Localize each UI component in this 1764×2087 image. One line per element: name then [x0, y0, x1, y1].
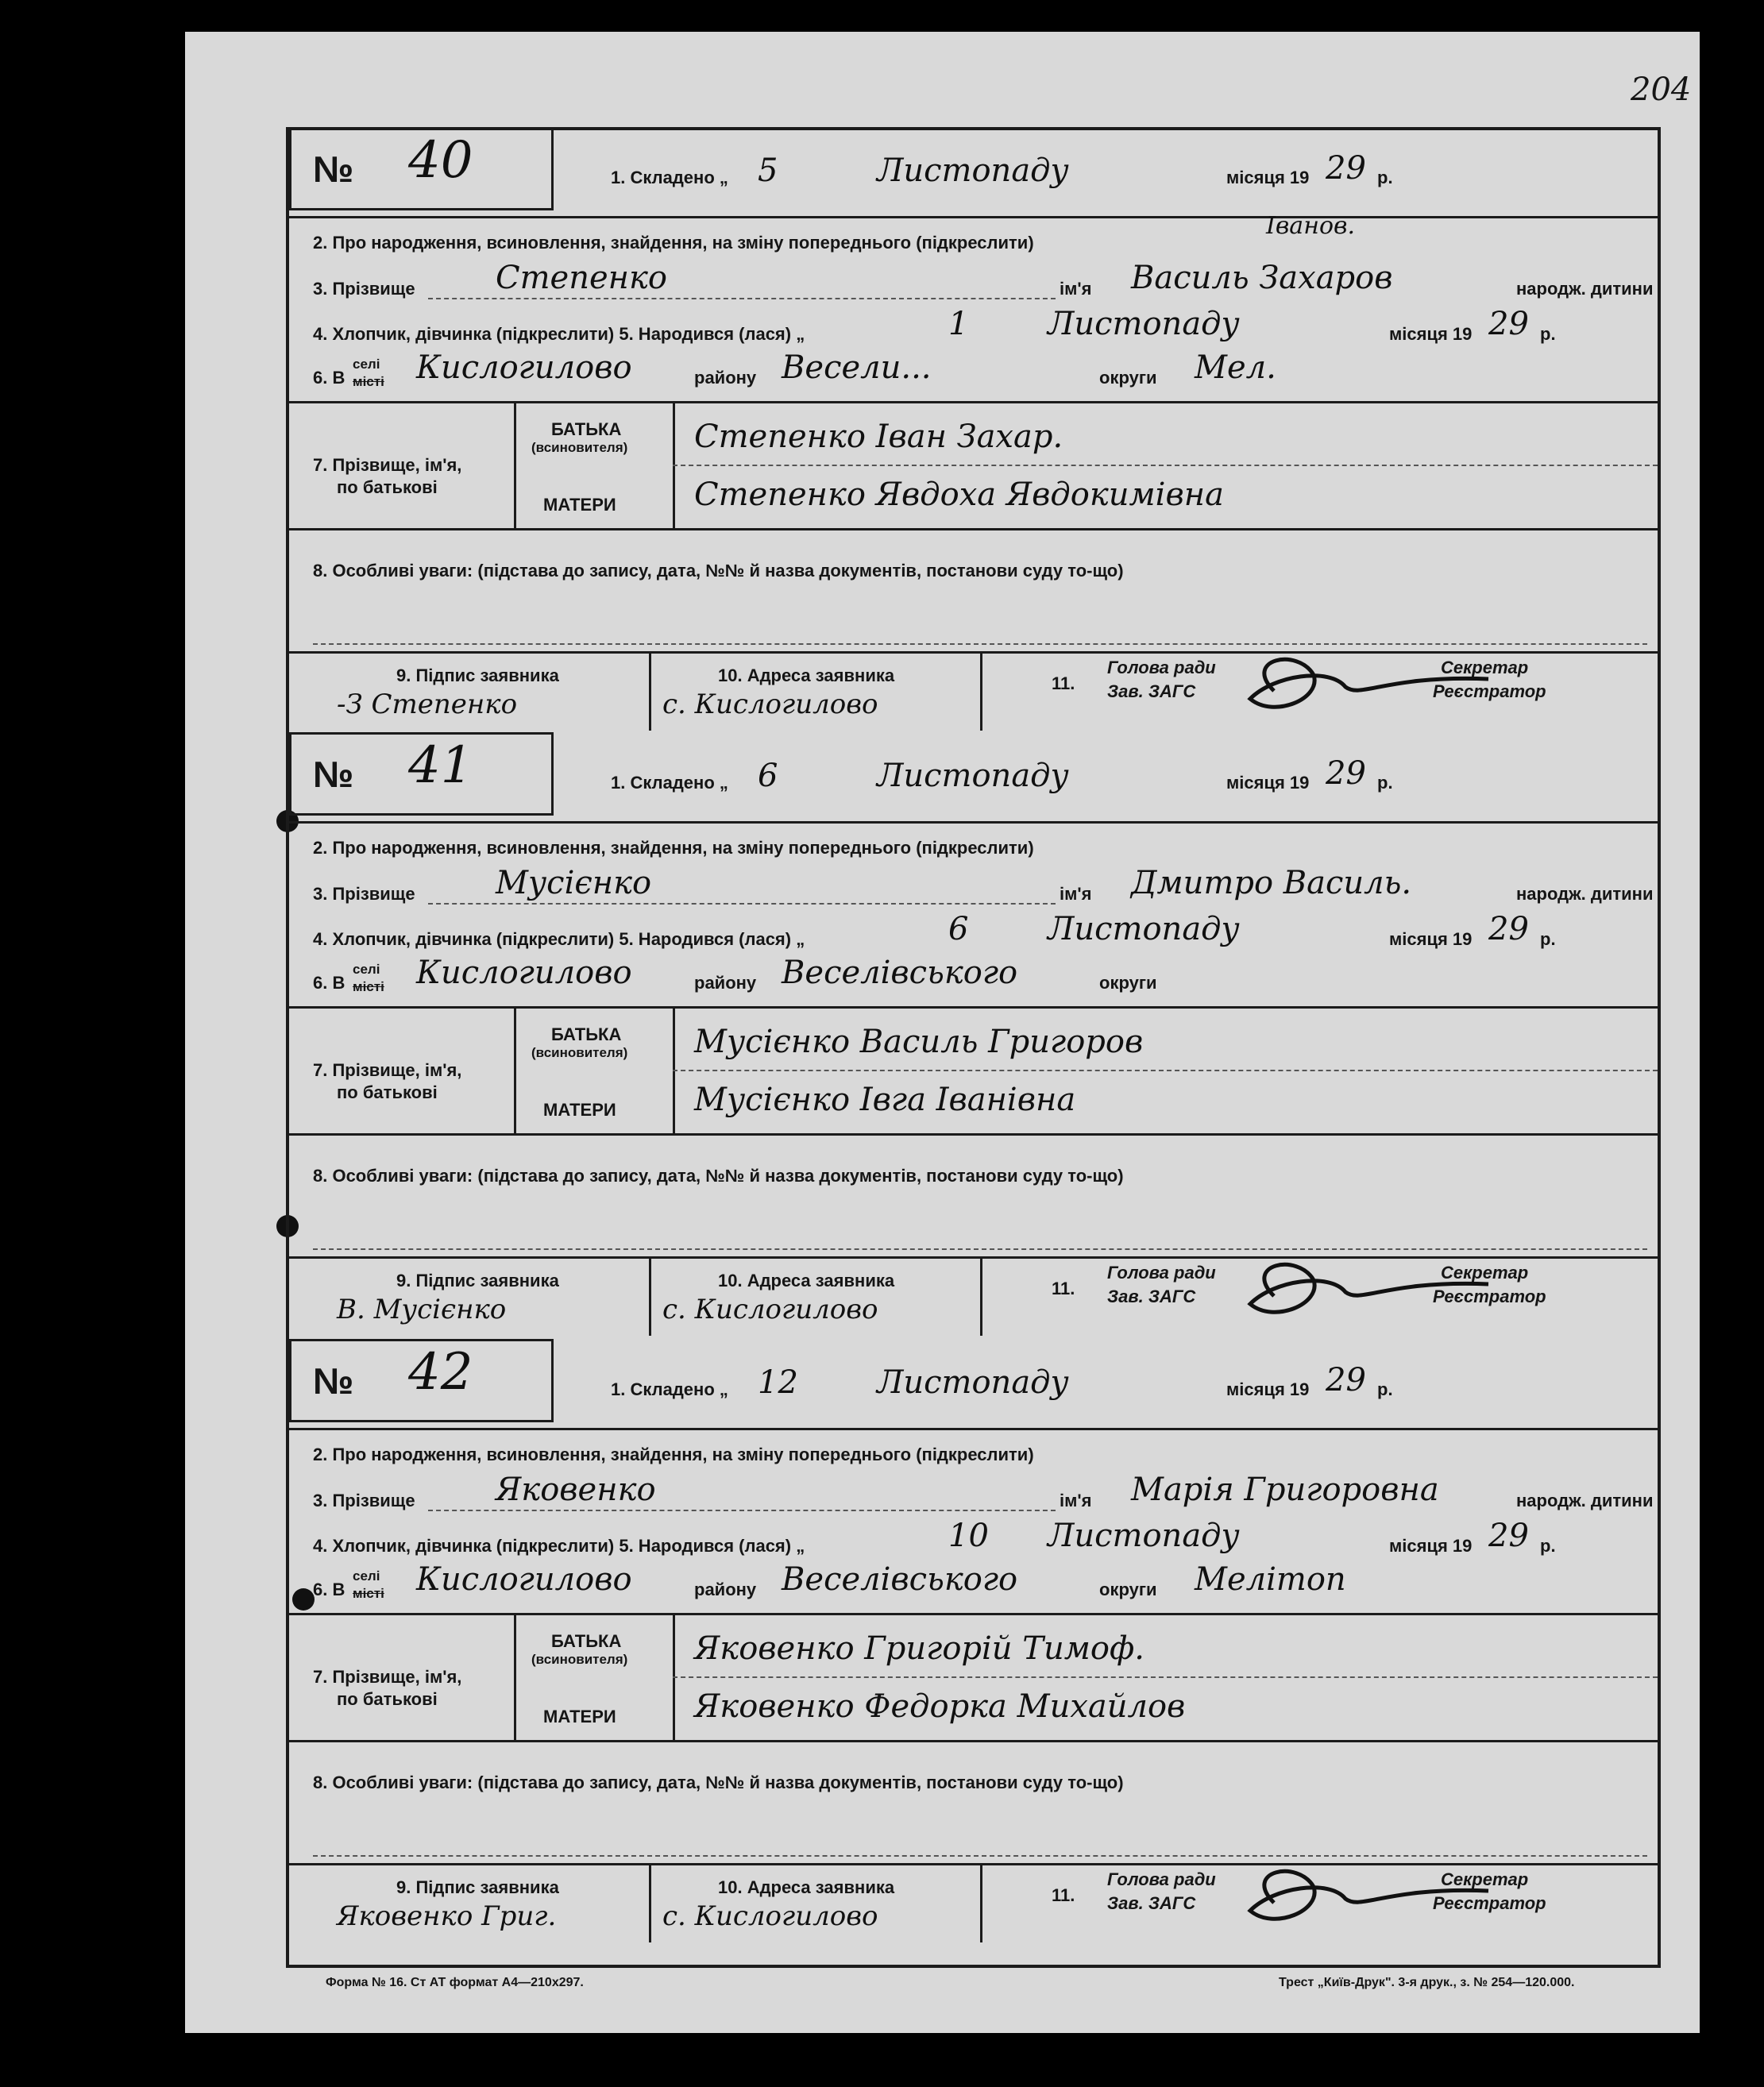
child-surname: Яковенко: [496, 1472, 656, 1508]
district-label: району: [694, 973, 757, 993]
record-type-label: 2. Про народження, всиновлення, знайдення, на зміну попереднього (підкреслити): [313, 233, 1034, 253]
parents-label: 7. Прізвище, ім'я,: [313, 455, 462, 475]
sex-born-label: 4. Хлопчик, дівчинка (підкреслити) 5. Народився (лася) „: [313, 1536, 805, 1556]
year-suffix: р.: [1377, 773, 1393, 793]
head-label: Голова ради: [1107, 1869, 1216, 1889]
mother-label: МАТЕРИ: [543, 1707, 616, 1726]
patronymic-label: по батькові: [337, 1689, 438, 1709]
month-label: місяця 19: [1226, 1379, 1310, 1399]
footer-printer: Трест „Київ-Друк". 3-я друк., з. № 254—120.000.: [1279, 1976, 1575, 1989]
okrug-label: округи: [1099, 973, 1157, 993]
patronymic-label: по батькові: [337, 1082, 438, 1102]
official-signature: [1226, 1248, 1496, 1328]
record-type-label: 2. Про народження, всиновлення, знайдення, на зміну попереднього (підкреслити): [313, 1445, 1034, 1464]
place-label: 6. В: [313, 973, 345, 993]
registrar-label: Реєстратор: [1433, 1893, 1546, 1913]
record-type-label: 2. Про народження, всиновлення, знайдення, на зміну попереднього (підкреслити): [313, 838, 1034, 858]
composed-day: 6: [758, 758, 778, 794]
parents-label: 7. Прізвище, ім'я,: [313, 1060, 462, 1080]
surname-label: 3. Прізвище: [313, 1491, 415, 1510]
birth-place: Кислогилово: [416, 955, 632, 991]
official-signature: [1226, 1855, 1496, 1935]
surname-label: 3. Прізвище: [313, 884, 415, 904]
child-name: Марія Григоровна: [1131, 1472, 1439, 1508]
okrug-label: округи: [1099, 368, 1157, 388]
composed-label: 1. Складено „: [611, 773, 728, 793]
composed-year: 29: [1326, 1362, 1366, 1398]
composed-day: 12: [758, 1364, 798, 1401]
mother-name: Мусієнко Івга Іванівна: [694, 1082, 1076, 1118]
birth-month: Листопаду: [1048, 1518, 1240, 1554]
notes-label: 8. Особливі уваги: (підстава до запису, дата, №№ й назва документів, постанови суду то-що): [313, 1773, 1124, 1792]
field-11-label: 11.: [1052, 1279, 1075, 1298]
notes-label: 8. Особливі уваги: (підстава до запису, дата, №№ й назва документів, постанови суду то-що): [313, 1166, 1124, 1186]
father-name: Яковенко Григорій Тимоф.: [694, 1630, 1144, 1667]
born-child-label: народж. дитини: [1516, 279, 1654, 299]
parents-label: 7. Прізвище, ім'я,: [313, 1667, 462, 1687]
town-label: місті: [353, 979, 384, 994]
mother-label: МАТЕРИ: [543, 1100, 616, 1120]
district-label: району: [694, 1580, 757, 1599]
patronymic-note: Іванов.: [1266, 212, 1356, 240]
secretary-label: Секретар: [1441, 1263, 1529, 1283]
birth-district: Веселівського: [782, 955, 1018, 991]
patronymic-label: по батькові: [337, 477, 438, 497]
composed-year: 29: [1326, 755, 1366, 792]
birth-year: 29: [1488, 306, 1529, 342]
sex-born-label: 4. Хлопчик, дівчинка (підкреслити) 5. Народився (лася) „: [313, 324, 805, 344]
month-label: місяця 19: [1226, 773, 1310, 793]
birth-month-label: місяця 19: [1389, 929, 1473, 949]
mother-name: Яковенко Федорка Михайлов: [694, 1688, 1186, 1725]
father-label: БАТЬКА: [551, 419, 622, 439]
birth-month-label: місяця 19: [1389, 1536, 1473, 1556]
town-label: місті: [353, 374, 384, 389]
birth-month: Листопаду: [1048, 306, 1240, 342]
adopter-label: (всиновителя): [531, 1652, 628, 1667]
child-name: Дмитро Василь.: [1131, 865, 1412, 901]
birth-year: 29: [1488, 1518, 1529, 1554]
born-child-label: народж. дитини: [1516, 1491, 1654, 1510]
field-11-label: 11.: [1052, 1885, 1075, 1905]
village-label: селі: [353, 962, 380, 977]
district-label: району: [694, 368, 757, 388]
adopter-label: (всиновителя): [531, 1045, 628, 1060]
sex-born-label: 4. Хлопчик, дівчинка (підкреслити) 5. Народився (лася) „: [313, 929, 805, 949]
applicant-address-label: 10. Адреса заявника: [718, 1271, 895, 1290]
birth-place: Кислогилово: [416, 1561, 632, 1598]
mother-label: МАТЕРИ: [543, 495, 616, 515]
birth-district: Весели...: [782, 349, 932, 386]
birth-year-suffix: р.: [1540, 929, 1556, 949]
composed-day: 5: [758, 152, 778, 189]
head-label: Голова ради: [1107, 1263, 1216, 1283]
name-label: ім'я: [1060, 884, 1092, 904]
birth-day: 10: [948, 1518, 989, 1554]
applicant-signature: В. Мусієнко: [337, 1294, 507, 1325]
applicant-signature-label: 9. Підпис заявника: [396, 1877, 559, 1897]
birth-month: Листопаду: [1048, 911, 1240, 947]
year-suffix: р.: [1377, 168, 1393, 187]
zags-label: Зав. ЗАГС: [1107, 1287, 1196, 1306]
official-signature: [1226, 643, 1496, 723]
child-surname: Мусієнко: [496, 865, 652, 901]
village-label: селі: [353, 1568, 380, 1584]
applicant-address-label: 10. Адреса заявника: [718, 665, 895, 685]
place-label: 6. В: [313, 368, 345, 388]
number-sign: №: [313, 149, 354, 190]
adopter-label: (всиновителя): [531, 440, 628, 455]
applicant-signature: Яковенко Григ.: [337, 1900, 557, 1932]
composed-year: 29: [1326, 150, 1366, 187]
applicant-signature-label: 9. Підпис заявника: [396, 1271, 559, 1290]
name-label: ім'я: [1060, 1491, 1092, 1510]
birth-year-suffix: р.: [1540, 1536, 1556, 1556]
birth-month-label: місяця 19: [1389, 324, 1473, 344]
surname-label: 3. Прізвище: [313, 279, 415, 299]
name-label: ім'я: [1060, 279, 1092, 299]
father-name: Мусієнко Василь Григоров: [694, 1024, 1144, 1060]
composed-label: 1. Складено „: [611, 168, 728, 187]
child-name: Василь Захаров: [1131, 260, 1393, 296]
record-number: 41: [408, 736, 473, 795]
birth-record: [289, 127, 1658, 731]
composed-month: Листопаду: [877, 1364, 1069, 1401]
secretary-label: Секретар: [1441, 1869, 1529, 1889]
zags-label: Зав. ЗАГС: [1107, 1893, 1196, 1913]
father-name: Степенко Іван Захар.: [694, 419, 1063, 455]
secretary-label: Секретар: [1441, 658, 1529, 677]
town-label: місті: [353, 1586, 384, 1601]
composed-label: 1. Складено „: [611, 1379, 728, 1399]
mother-name: Степенко Явдоха Явдокимівна: [694, 476, 1224, 513]
composed-month: Листопаду: [877, 152, 1069, 189]
year-suffix: р.: [1377, 1379, 1393, 1399]
birth-day: 6: [948, 911, 969, 947]
birth-record: [289, 1339, 1658, 1942]
registrar-label: Реєстратор: [1433, 681, 1546, 701]
okrug-label: округи: [1099, 1580, 1157, 1599]
notes-label: 8. Особливі уваги: (підстава до запису, дата, №№ й назва документів, постанови суду то-що): [313, 561, 1124, 581]
applicant-address-label: 10. Адреса заявника: [718, 1877, 895, 1897]
month-label: місяця 19: [1226, 168, 1310, 187]
record-number: 40: [408, 131, 473, 190]
composed-month: Листопаду: [877, 758, 1069, 794]
village-label: селі: [353, 357, 380, 372]
applicant-address: с. Кислогилово: [662, 1900, 878, 1932]
birth-year: 29: [1488, 911, 1529, 947]
born-child-label: народж. дитини: [1516, 884, 1654, 904]
birth-okrug: Мелітоп: [1195, 1561, 1346, 1598]
zags-label: Зав. ЗАГС: [1107, 681, 1196, 701]
child-surname: Степенко: [496, 260, 667, 296]
registrar-label: Реєстратор: [1433, 1287, 1546, 1306]
applicant-signature-label: 9. Підпис заявника: [396, 665, 559, 685]
page-number: 204: [1631, 71, 1692, 108]
birth-place: Кислогилово: [416, 349, 632, 386]
father-label: БАТЬКА: [551, 1631, 622, 1651]
record-number: 42: [408, 1343, 473, 1402]
birth-okrug: Мел.: [1195, 349, 1276, 386]
birth-day: 1: [948, 306, 969, 342]
birth-district: Веселівського: [782, 1561, 1018, 1598]
applicant-address: с. Кислогилово: [662, 689, 878, 720]
place-label: 6. В: [313, 1580, 345, 1599]
footer-form-code: Форма № 16. Ст АТ формат А4—210х297.: [326, 1976, 584, 1989]
number-sign: №: [313, 1360, 354, 1402]
birth-year-suffix: р.: [1540, 324, 1556, 344]
birth-record: [289, 732, 1658, 1336]
applicant-address: с. Кислогилово: [662, 1294, 878, 1325]
father-label: БАТЬКА: [551, 1024, 622, 1044]
applicant-signature: -З Степенко: [337, 689, 518, 720]
number-sign: №: [313, 754, 354, 795]
field-11-label: 11.: [1052, 673, 1075, 693]
head-label: Голова ради: [1107, 658, 1216, 677]
